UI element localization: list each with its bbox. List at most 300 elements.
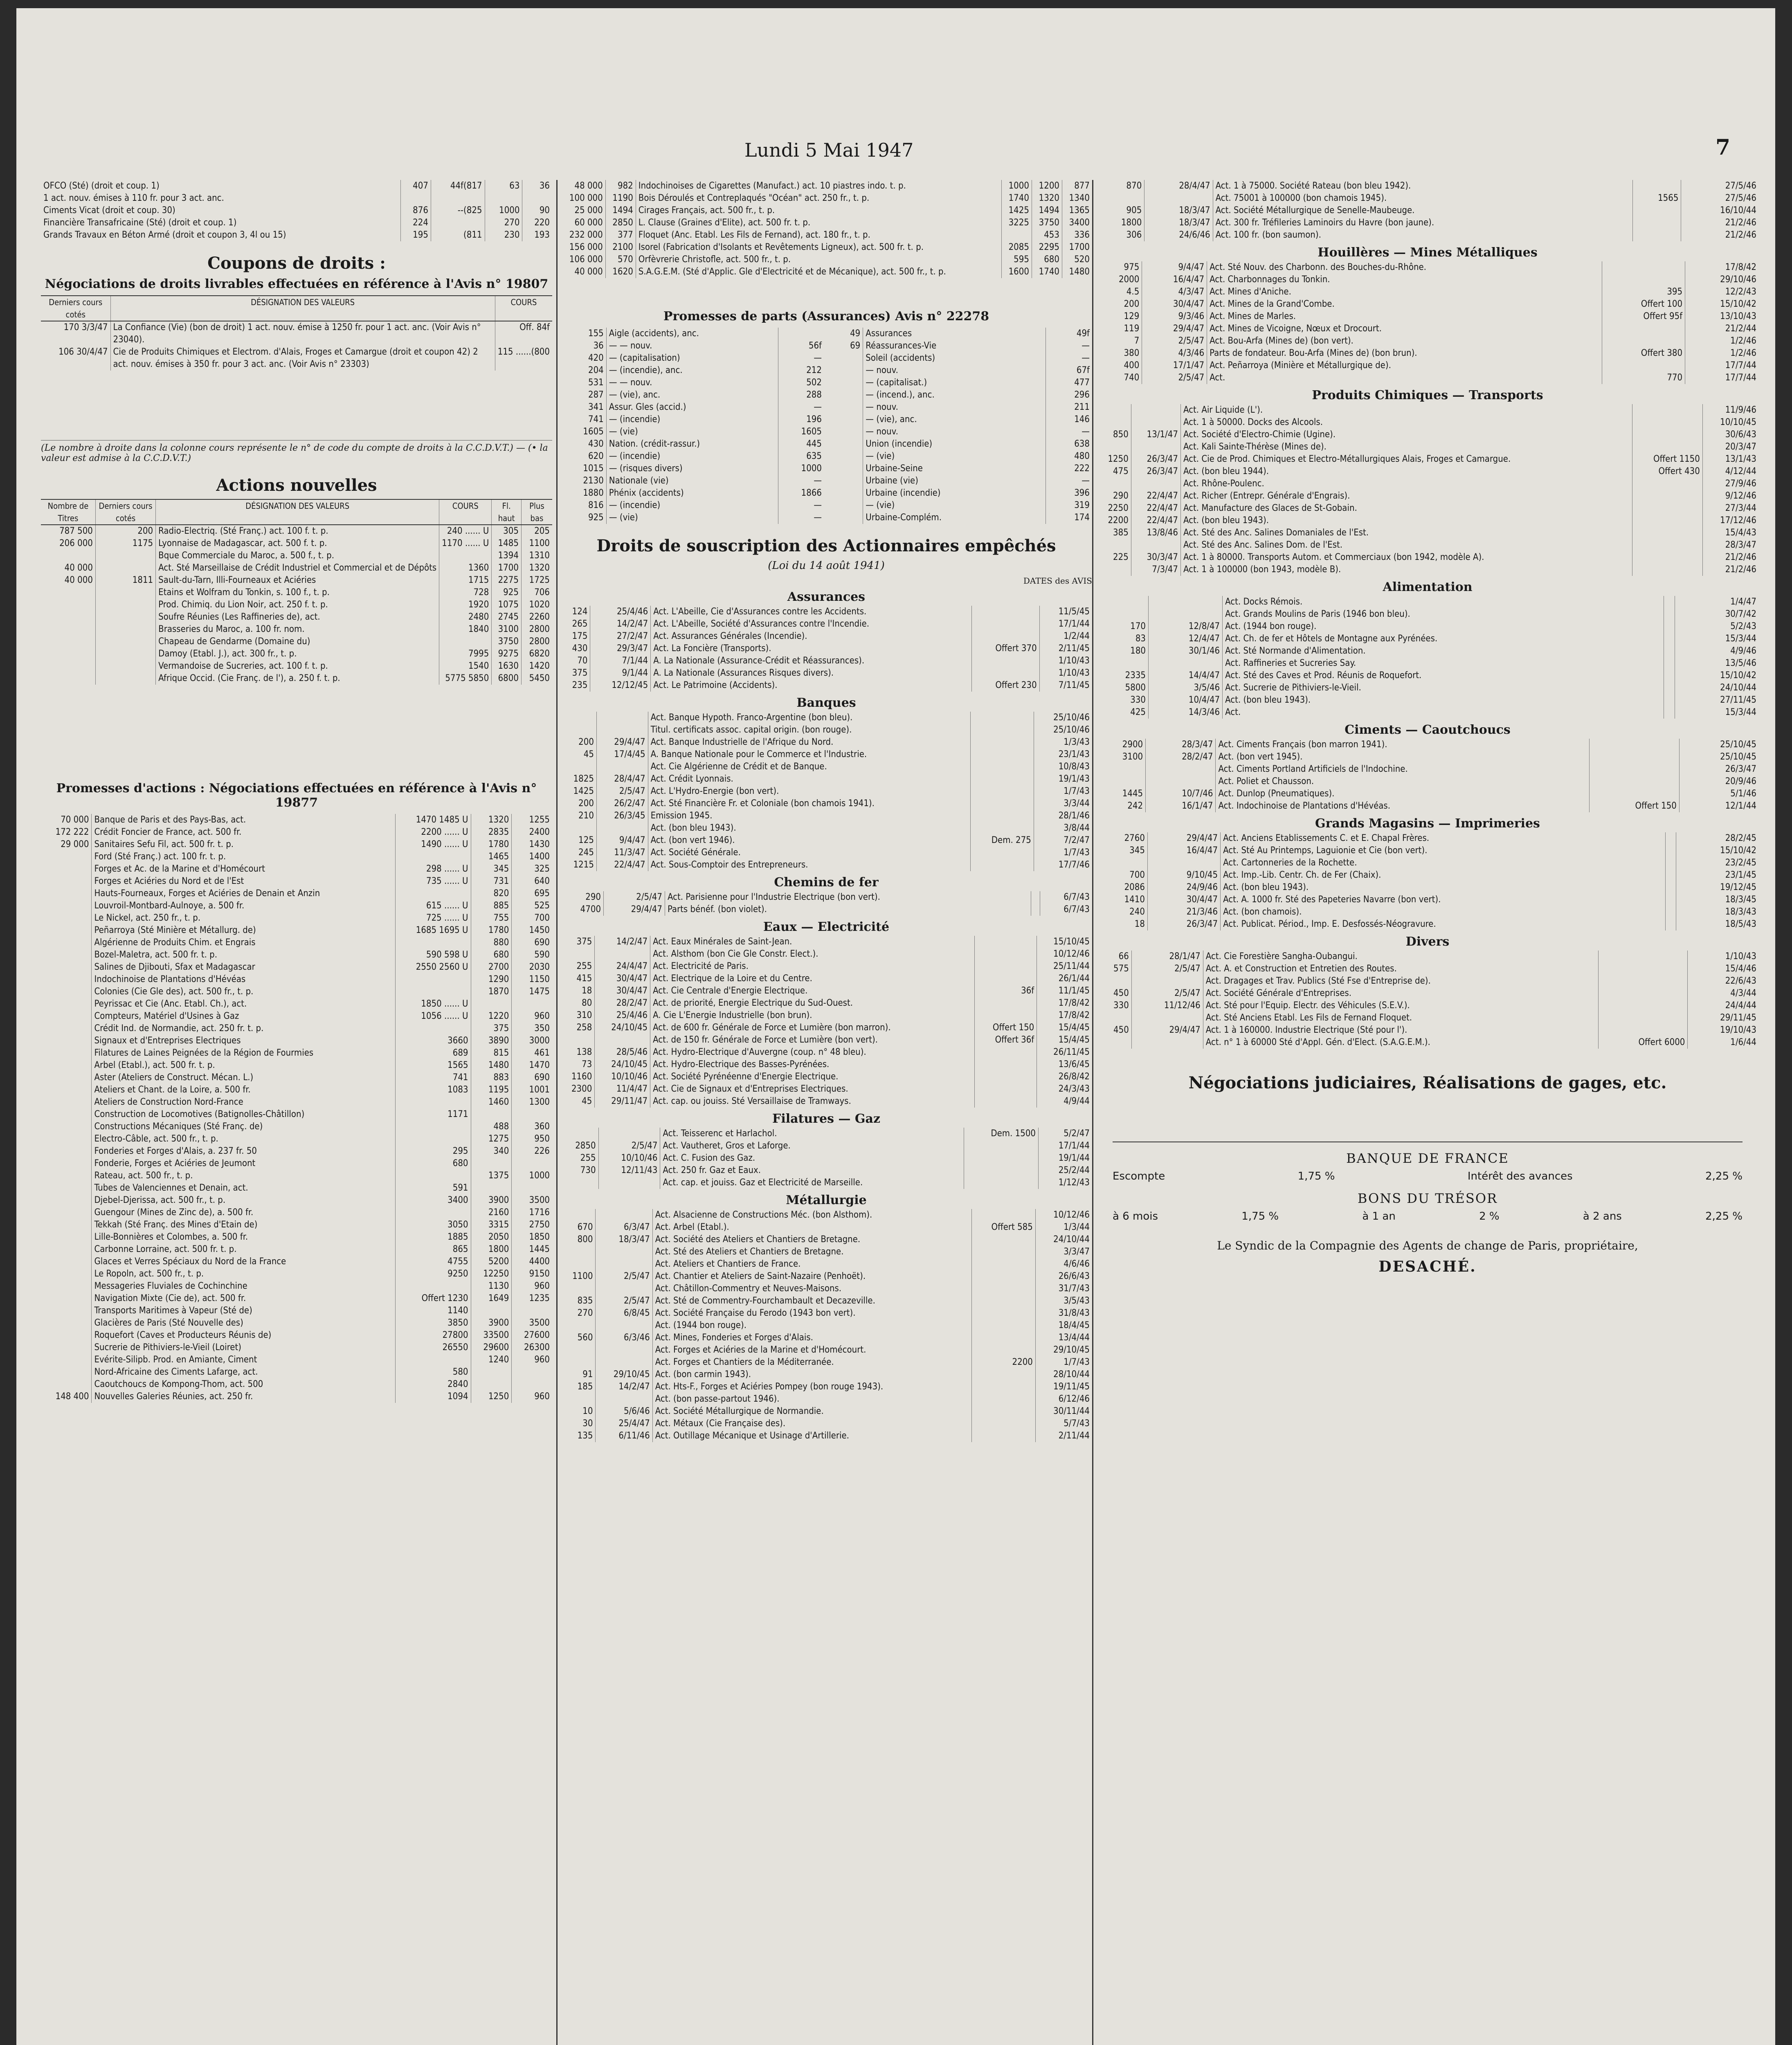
avis-date: 17/7/44 (1685, 360, 1759, 372)
code: 420 (588, 353, 604, 363)
cours: 2480 (439, 611, 492, 623)
table-row (560, 903, 1092, 916)
cours: 295 (395, 1145, 471, 1157)
last-date: 29/11/47 (595, 1095, 650, 1108)
avis-date: 18/3/45 (1676, 894, 1759, 906)
nombre-titres: 206 000 (59, 538, 93, 548)
last-date: 24/4/47 (595, 960, 650, 973)
table-row (1096, 620, 1759, 633)
last-date: 14/4/47 (1149, 670, 1223, 682)
security-name: Algérienne de Produits Chim. et Engrais (92, 937, 395, 949)
company-name: — — nouv. (606, 340, 778, 352)
company-name: Aigle (accidents), anc. (606, 328, 778, 340)
offer: 2200 (971, 1356, 1035, 1369)
avis-date: 27/3/44 (1702, 502, 1759, 515)
plus-haut: 453 (1032, 229, 1062, 241)
code: 2130 (583, 476, 604, 486)
table-row (1096, 502, 1759, 515)
table-row (560, 475, 824, 487)
company-name: — (vie) (606, 512, 778, 524)
code (828, 426, 863, 438)
value: 36 (522, 180, 552, 192)
offer: Offert 95f (1602, 310, 1685, 323)
table-row (41, 912, 552, 924)
plus-haut: 1649 (471, 1292, 512, 1305)
company-name: — nouv. (863, 401, 1046, 413)
avis-date: 29/10/46 (1685, 274, 1759, 286)
last-date: 28/4/47 (596, 773, 648, 785)
group-table (1096, 596, 1759, 719)
table-row (560, 229, 1092, 241)
table-row (1096, 180, 1759, 192)
value (522, 192, 552, 204)
cours: 1685 1695 U (395, 924, 471, 937)
last-date (596, 1356, 652, 1369)
last-date: 11/3/47 (596, 847, 648, 859)
code: 430 (588, 439, 604, 449)
last-price: 83 (1135, 634, 1146, 644)
cours: 1056 ...... U (395, 1010, 471, 1022)
last-date: 14/3/46 (1149, 706, 1223, 719)
nombre-titres (41, 949, 92, 961)
security-name: Grands Travaux en Béton Armé (droit et coupon 3, 4l ou 15) (43, 230, 286, 240)
avis-date: 24/10/44 (1035, 1234, 1092, 1246)
security-name: Act. Indochinoise de Plantations d'Hévéas. (1216, 800, 1590, 812)
cours: 49f (1046, 328, 1092, 340)
table-row (828, 487, 1092, 499)
table-row (1096, 286, 1759, 298)
avis-date: 18/3/43 (1676, 906, 1759, 918)
nombre-titres (41, 924, 92, 937)
plus-haut: 2160 (471, 1207, 512, 1219)
group-title: Grands Magasins — Imprimeries (1315, 816, 1540, 831)
offer (1590, 751, 1679, 763)
table-row (1096, 788, 1759, 800)
plus-bas: 1716 (512, 1207, 552, 1219)
last-date: 26/3/45 (596, 810, 648, 822)
last-price (560, 1393, 596, 1405)
table-row (41, 1170, 552, 1182)
col-header: Derniers cours cotés (41, 296, 110, 321)
offer (971, 1369, 1035, 1381)
dernier-cours: 1811 (95, 574, 155, 587)
offer (974, 1046, 1037, 1058)
last-date: 14/2/47 (596, 1381, 652, 1393)
offer (1590, 775, 1679, 788)
avis-date: 28/10/44 (1035, 1369, 1092, 1381)
table-row (560, 1234, 1092, 1246)
table-row (828, 438, 1092, 450)
cours: 298 ...... U (395, 863, 471, 875)
security-name: Act. Société Pyrénéenne d'Energie Electrique. (650, 1071, 975, 1083)
nombre-titres: 106 000 (569, 254, 603, 265)
last-price: 235 (572, 680, 588, 690)
cours (395, 1133, 471, 1145)
last-price (560, 1034, 595, 1046)
security-name: Act. Imp.-Lib. Centr. Ch. de Fer (Chaix). (1221, 869, 1666, 881)
last-price: 330 (1113, 1000, 1129, 1011)
group-table (1096, 832, 1759, 930)
avis-date: 7/11/45 (1039, 679, 1092, 692)
plus-bas: 1320 (521, 562, 552, 574)
company-name: — (incendie) (606, 450, 778, 463)
last-date: 2/5/47 (604, 891, 665, 903)
last-date: 10/10/46 (598, 1152, 660, 1164)
table-row (560, 1295, 1092, 1307)
offer: Offert 150 (974, 1022, 1037, 1034)
offer (971, 1234, 1035, 1246)
last-date (596, 1319, 652, 1332)
security-name: Le Ropoln, act. 500 fr., t. p. (92, 1268, 395, 1280)
security-name: Act. (1944 bon rouge). (652, 1319, 971, 1332)
offer (970, 785, 1034, 798)
security-name: Djebel-Djerissa, act. 500 fr., t. p. (92, 1194, 395, 1207)
cours: — (1046, 340, 1092, 352)
security-name: Soufre Réunies (Les Raffineries de), act. (156, 611, 439, 623)
last-price: 1425 (573, 786, 594, 796)
table-row (560, 785, 1092, 798)
offer (964, 1152, 1039, 1164)
security-name: Ateliers et Chant. de la Loire, a. 500 fr. (92, 1084, 395, 1096)
last-price: 7 (1134, 336, 1140, 346)
group-title: Chemins de fer (774, 875, 879, 890)
table-row (1096, 657, 1759, 670)
table-row (828, 512, 1092, 524)
security-name: Glaces et Verres Spéciaux du Nord de la France (92, 1256, 395, 1268)
last-price: 375 (572, 668, 588, 678)
table-row (1096, 1036, 1759, 1049)
plus-bas: 5450 (521, 672, 552, 685)
last-date: 27/2/47 (590, 630, 651, 643)
offer: Offert 150 (1590, 800, 1679, 812)
offer: Dem. 275 (970, 834, 1034, 847)
last-date: 14/2/47 (595, 936, 650, 948)
nombre-titres (41, 1182, 92, 1194)
security-name: Act. (bon bleu 1943). (648, 822, 970, 834)
security-name: Act. Société Générale. (648, 847, 970, 859)
offer (1590, 739, 1679, 751)
offer (971, 1381, 1035, 1393)
nombre-titres (41, 1035, 92, 1047)
plus-haut: 1375 (471, 1170, 512, 1182)
group-table (560, 891, 1092, 916)
dernier-cours (95, 623, 155, 636)
cours (395, 1022, 471, 1035)
security-name: Act. Manufacture des Glaces de St-Gobain. (1180, 502, 1632, 515)
company-name: Union (incendie) (863, 438, 1046, 450)
security-name: A. La Nationale (Assurances Risques divers). (651, 667, 972, 679)
last-date (1149, 608, 1223, 620)
last-price: 290 (1113, 491, 1129, 501)
page-number: 7 (1715, 135, 1730, 160)
cours: 3050 (395, 1219, 471, 1231)
offer (970, 847, 1034, 859)
avis-date: 17/1/44 (1039, 618, 1092, 630)
security-name: Orfèvrerie Christofle, act. 500 fr., t. p. (636, 254, 1001, 266)
security-name: Act. Charbonnages du Tonkin. (1207, 274, 1602, 286)
avis-date: 6/7/43 (1040, 891, 1092, 903)
plus-haut: 2050 (471, 1231, 512, 1243)
right-top-table (1096, 180, 1759, 241)
avis-date: 17/7/46 (1034, 859, 1092, 871)
cours: 1360 (439, 562, 492, 574)
table-row (41, 1022, 552, 1035)
cours: — (778, 499, 824, 512)
last-price: 450 (1113, 1025, 1129, 1035)
last-price: 30 (582, 1418, 593, 1429)
avis-date: 6/7/43 (1040, 903, 1092, 916)
avis-date: 1/7/43 (1034, 785, 1092, 798)
plus-bas: 2030 (512, 961, 552, 973)
cours: 728 (439, 587, 492, 599)
nombre-titres: 40 000 (574, 267, 603, 277)
last-date (1131, 416, 1180, 429)
security-name: S.A.G.E.M. (Sté d'Applic. Gle d'Electricité et de Mécanique), act. 500 fr., t. p. (636, 266, 1001, 278)
security-name: OFCO (Sté) (droit et coup. 1) (43, 181, 160, 191)
nombre-titres (41, 1121, 92, 1133)
table-row (1096, 963, 1759, 975)
cours: 1885 (395, 1231, 471, 1243)
last-price (560, 822, 596, 834)
last-date: 28/1/47 (1131, 951, 1203, 963)
table-row (41, 623, 552, 636)
plus-bas: 3500 (512, 1317, 552, 1329)
security-name: Messageries Fluviales de Cochinchine (92, 1280, 395, 1292)
last-date: 9/1/44 (590, 667, 651, 679)
code (828, 475, 863, 487)
cours: — (1046, 426, 1092, 438)
table-row (1096, 347, 1759, 360)
avis-date: 25/2/44 (1039, 1164, 1093, 1177)
plus-bas: 1100 (521, 537, 552, 550)
last-date: 28/4/47 (1144, 180, 1213, 192)
group-title: Houillères — Mines Métalliques (1318, 245, 1538, 260)
col-header: Derniers cours cotés (95, 499, 155, 525)
table-row (41, 550, 552, 562)
offer (970, 748, 1034, 761)
last-date: 7/1/44 (590, 655, 651, 667)
security-name: Act. Ciments Portland Artificiels de l'Indochine. (1216, 763, 1590, 775)
cours: 3850 (395, 1317, 471, 1329)
security-name: Forges et Aciéries du Nord et de l'Est (92, 875, 395, 888)
avis-date: 29/11/45 (1688, 1012, 1759, 1024)
table-row (41, 648, 552, 660)
plus-haut (471, 1157, 512, 1170)
company-name: Assurances (863, 328, 1046, 340)
last-date: 22/4/47 (596, 859, 648, 871)
security-name: Act. Cartonneries de la Rochette. (1221, 857, 1666, 869)
cours: 1425 (1001, 204, 1032, 217)
last-date (1144, 192, 1213, 204)
table-row (560, 1369, 1092, 1381)
last-price (1096, 1012, 1131, 1024)
last-price: 18 (582, 986, 592, 996)
table-row (1096, 527, 1759, 539)
table-row (41, 1084, 552, 1096)
cours: 174 (1046, 512, 1092, 524)
plus-haut: 5200 (471, 1256, 512, 1268)
table-row (1096, 441, 1759, 453)
security-name: Act. Hts-F., Forges et Aciéries Pompey (bon rouge 1943). (652, 1381, 971, 1393)
plus-bas (512, 998, 552, 1010)
last-date: 10/7/46 (1146, 788, 1216, 800)
code (828, 463, 863, 475)
avis-date: 17/7/44 (1685, 372, 1759, 384)
last-date: 25/4/47 (596, 1418, 652, 1430)
security-name: Act. La Foncière (Transports). (651, 643, 972, 655)
offer (974, 1071, 1037, 1083)
dernier-cours (95, 648, 155, 660)
nombre-titres (41, 961, 92, 973)
security-name: Act. (1944 bon rouge). (1223, 620, 1664, 633)
last-price: 345 (1129, 845, 1145, 856)
avis-date: 31/7/43 (1035, 1283, 1092, 1295)
plus-haut: 6800 (492, 672, 522, 685)
plus-bas (512, 1182, 552, 1194)
six-mois-value: 1,75 % (1241, 1210, 1279, 1223)
table-row (41, 1133, 552, 1145)
offer (1666, 881, 1676, 894)
cours: 590 598 U (395, 949, 471, 961)
table-row (1096, 987, 1759, 1000)
offer (1632, 564, 1702, 576)
security-name: Transports Maritimes à Vapeur (Sté de) (92, 1305, 395, 1317)
nombre-titres (41, 1047, 92, 1059)
security-name: Constructions Mécaniques (Sté Franç. de) (92, 1121, 395, 1133)
table-row (560, 798, 1092, 810)
offer (1602, 360, 1685, 372)
nombre-titres (41, 1157, 92, 1170)
security-name: Act. (1207, 372, 1602, 384)
security-name: Act. Sté Marseillaise de Crédit Industriel et Commercial et de Dépôts (156, 562, 439, 574)
avis-date: 27/5/46 (1681, 180, 1759, 192)
last-date: 13/8/46 (1131, 527, 1180, 539)
plus-haut: 3900 (471, 1317, 512, 1329)
avis-date: 20/9/46 (1679, 775, 1759, 788)
offer (1602, 335, 1685, 347)
table-row (560, 1083, 1092, 1095)
table-row (41, 814, 552, 826)
last-date: 3/5/46 (1149, 682, 1223, 694)
security-name: Ford (Sté Franç.) act. 100 fr. t. p. (92, 851, 395, 863)
last-price: 700 (1129, 870, 1145, 880)
security-name: Act. 75001 à 100000 (bon chamois 1945). (1213, 192, 1632, 204)
table-row (828, 426, 1092, 438)
plus-bas: 3400 (1062, 217, 1093, 229)
security-name: Financière Transafricaine (Sté) (droit et coup. 1) (43, 218, 237, 228)
avances-label: Intérêt des avances (1467, 1170, 1573, 1182)
dernier-cours: 1620 (605, 266, 636, 278)
dernier-cours: 1175 (95, 537, 155, 550)
last-date (1149, 657, 1223, 670)
promesses-parts-title: Promesses de parts (Assurances) Avis n° 22278 (663, 309, 989, 324)
cours: 2085 (1001, 241, 1032, 254)
company-name: — (capitalisat.) (863, 377, 1046, 389)
last-price: 138 (576, 1047, 592, 1057)
quote-date: 30/4/47 (76, 347, 108, 357)
last-price: 3100 (1122, 752, 1143, 762)
last-date (1131, 1012, 1203, 1024)
last-price (1096, 775, 1146, 788)
avis-date: 4/3/44 (1688, 987, 1759, 1000)
table-row (41, 217, 552, 229)
avis-date: 31/8/43 (1035, 1307, 1092, 1319)
value: 1000 (485, 204, 522, 217)
escompte-label: Escompte (1113, 1170, 1165, 1182)
last-date: 12/11/43 (598, 1164, 660, 1177)
nombre-titres (41, 900, 92, 912)
cours: 67f (1046, 364, 1092, 377)
table-row (41, 672, 552, 685)
offer (1666, 857, 1676, 869)
offer: 36f (974, 985, 1037, 997)
avis-date: 28/3/47 (1702, 539, 1759, 551)
plus-bas: 360 (512, 1121, 552, 1133)
group-table (560, 1209, 1092, 1442)
security-name: Act. Société d'Electro-Chimie (Ugine). (1180, 429, 1632, 441)
table-row (41, 1280, 552, 1292)
plus-bas: 1365 (1062, 204, 1093, 217)
last-date: 24/10/45 (595, 1022, 650, 1034)
last-price: 4.5 (1126, 287, 1140, 297)
last-date (596, 761, 648, 773)
table-row (1096, 645, 1759, 657)
last-price (560, 1319, 596, 1332)
security-name: Act. Sucrerie de Pithiviers-le-Vieil. (1223, 682, 1664, 694)
code: 204 (588, 365, 604, 375)
avis-date: 1/4/47 (1675, 596, 1759, 608)
nombre-titres (41, 599, 95, 611)
security-name: Arbel (Etabl.), act. 500 fr. t. p. (92, 1059, 395, 1072)
cours: 396 (1046, 487, 1092, 499)
plus-bas: 706 (521, 587, 552, 599)
avis-date: 23/1/45 (1676, 869, 1759, 881)
offer: Offert 430 (1632, 465, 1702, 478)
table-row (1096, 204, 1759, 217)
offer (1632, 404, 1702, 416)
avis-date: 11/1/45 (1037, 985, 1092, 997)
security-name: Act. Mines de Vicoigne, Nœux et Drocourt. (1207, 323, 1602, 335)
avis-date: 30/7/42 (1675, 608, 1759, 620)
security-name: Act. Sté des Ateliers et Chantiers de Bretagne. (652, 1246, 971, 1258)
col-header: COURS (439, 499, 492, 525)
plus-bas: 690 (512, 1072, 552, 1084)
nombre-titres (41, 1108, 92, 1121)
table-row (41, 1243, 552, 1256)
nombre-titres (41, 1280, 92, 1292)
security-name: Act. Hydro-Electrique d'Auvergne (coup. n° 48 bleu). (650, 1046, 975, 1058)
nombre-titres (41, 986, 92, 998)
security-name: Act. (bon bleu 1944). (1180, 465, 1632, 478)
offer: 395 (1602, 286, 1685, 298)
last-price: 91 (582, 1369, 593, 1380)
plus-haut: 1275 (471, 1133, 512, 1145)
last-price (560, 1283, 596, 1295)
security-name: Electro-Câble, act. 500 fr., t. p. (92, 1133, 395, 1145)
table-row (41, 937, 552, 949)
security-name: Act. (bon bleu 1943). (1221, 881, 1666, 894)
offer (1664, 596, 1675, 608)
table-row (560, 773, 1092, 785)
nombre-titres (41, 587, 95, 599)
offer (1599, 1000, 1688, 1012)
code: 36 (593, 341, 604, 351)
last-price: 10 (582, 1406, 593, 1416)
security-name: A. La Nationale (Assurance-Crédit et Réassurances). (651, 655, 972, 667)
offer (971, 1283, 1035, 1295)
security-name: Act. Châtillon-Commentry et Neuves-Maisons. (652, 1283, 971, 1295)
table-row (1096, 1024, 1759, 1036)
